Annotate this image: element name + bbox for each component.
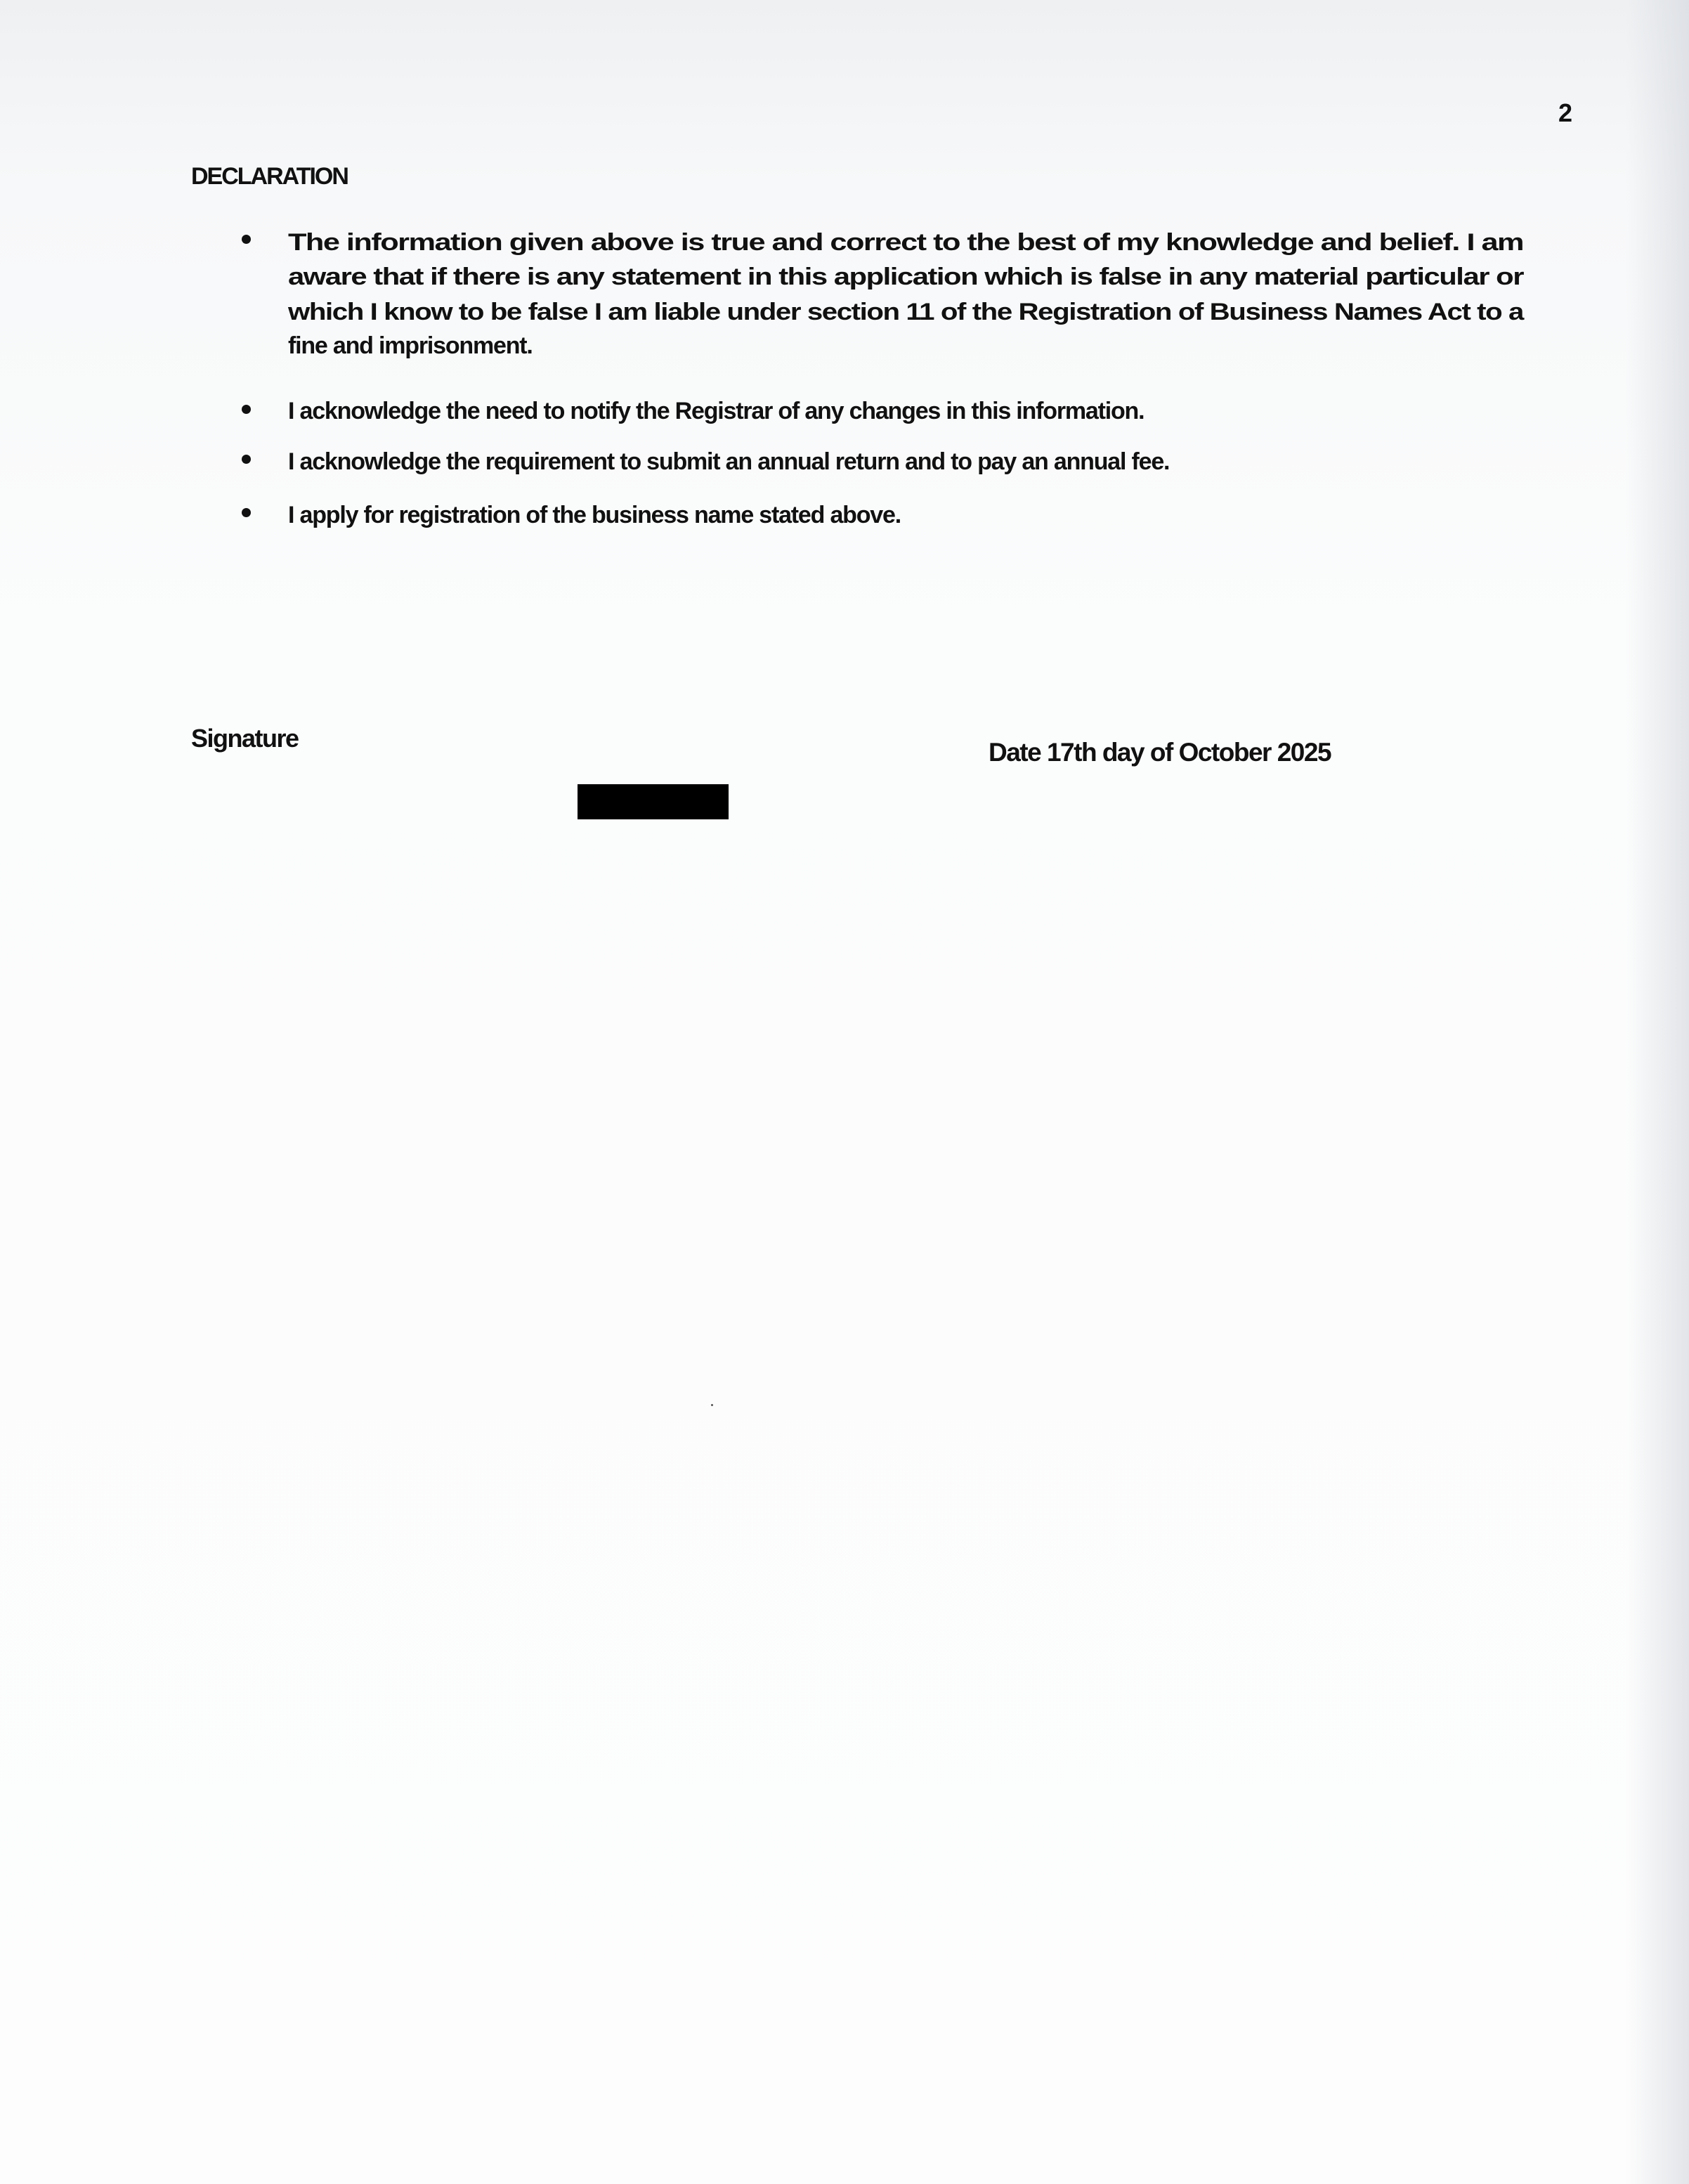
bullet-icon: [239, 505, 254, 521]
bullet-icon: [239, 452, 254, 467]
date-text: Date 17th day of October 2025: [989, 738, 1331, 767]
redacted-signature: [578, 784, 729, 819]
page-edge-shadow: [1626, 0, 1689, 2184]
bullet-icon: [239, 232, 254, 247]
signature-label: Signature: [191, 724, 299, 753]
declaration-item-4: I apply for registration of the business name stated above.: [288, 502, 901, 528]
declaration-item-1-line-3: which I know to be false I am liable under section 11 of the Registration of Business Names Act to a: [288, 299, 1523, 325]
declaration-item-3: I acknowledge the requirement to submit an annual return and to pay an annual fee.: [288, 448, 1170, 475]
declaration-item-2: I acknowledge the need to notify the Registrar of any changes in this information.: [288, 398, 1145, 424]
paper-speck: [711, 1404, 713, 1406]
declaration-item-1-line-4: fine and imprisonment.: [288, 332, 533, 359]
page-number: 2: [1558, 98, 1573, 127]
declaration-item-1-line-2: aware that if there is any statement in this application which is false in any material particular or: [288, 264, 1523, 290]
declaration-heading: DECLARATION: [191, 163, 348, 190]
declaration-item-1-line-1: The information given above is true and correct to the best of my knowledge and belief. I am: [288, 229, 1523, 256]
bullet-icon: [239, 402, 254, 417]
